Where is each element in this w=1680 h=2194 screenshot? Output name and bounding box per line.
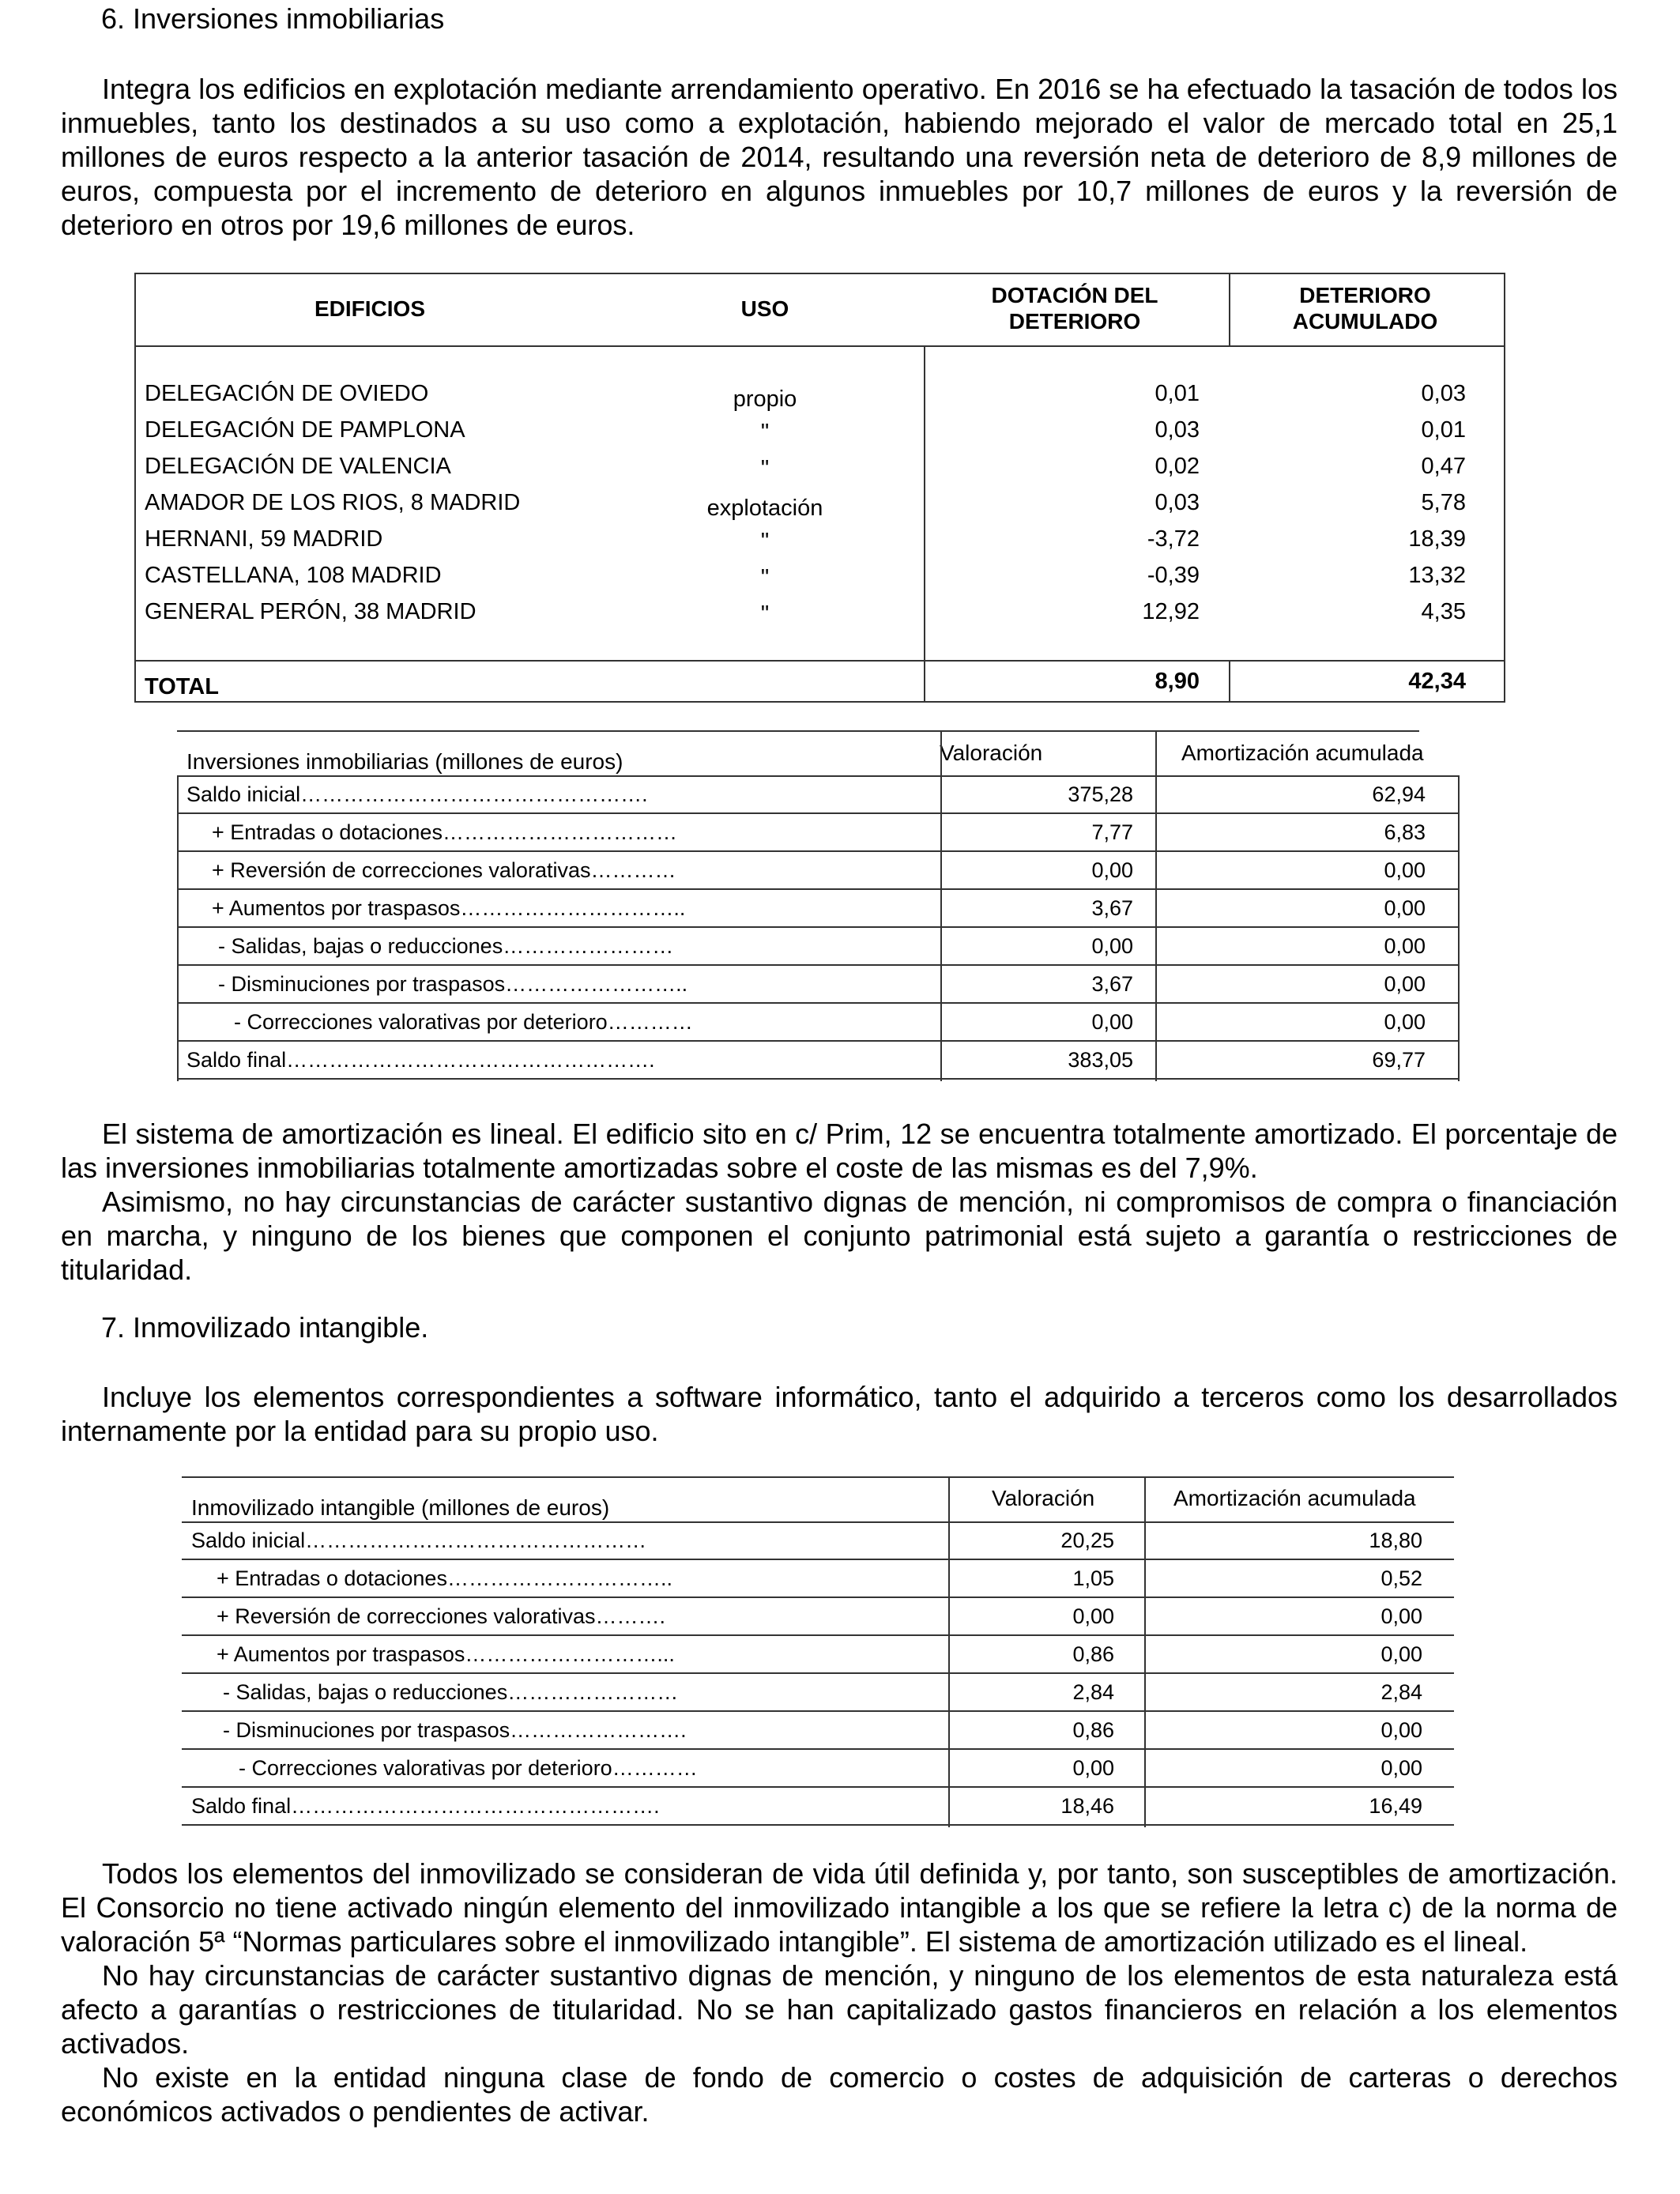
building-uso: explotación (706, 496, 823, 521)
table-row (177, 1042, 1459, 1080)
col-valoracion: Valoración (992, 1486, 1095, 1510)
row-valoracion: 383,05 (1068, 1048, 1133, 1072)
building-name: HERNANI, 59 MADRID (145, 526, 383, 552)
building-dotacion: -3,72 (1147, 526, 1200, 552)
row-amortizacion: 0,00 (1384, 858, 1426, 882)
table-row (177, 776, 1459, 814)
row-valoracion: 7,77 (1091, 820, 1133, 844)
row-valoracion: 0,00 (1072, 1756, 1114, 1780)
row-valoracion: 18,46 (1060, 1794, 1114, 1818)
building-dotacion: 0,03 (1155, 417, 1200, 443)
header-dotacion-line2: DETERIORO (1008, 309, 1141, 334)
total-dotacion: 8,90 (1155, 669, 1200, 694)
header-deterioro-line1: DETERIORO (1299, 283, 1431, 307)
row-label: + Reversión de correcciones valorativas………. (217, 1604, 665, 1628)
row-amortizacion: 6,83 (1384, 820, 1426, 844)
row-valoracion: 375,28 (1068, 782, 1133, 806)
table-row (182, 1598, 1454, 1636)
goodwill-paragraph: No existe en la entidad ninguna clase de fondo de comercio o costes de adquisición de carteras o derechos económicos activados o pendientes de activar. (61, 2061, 1618, 2128)
circumstances-paragraph: No hay circunstancias de carácter sustantivo dignas de mención, y ninguno de los elementos de esta naturaleza está afecto a garantías o restricciones de titularidad. No se han capitalizado gastos financieros en relación a los elementos activados. (61, 1959, 1618, 2060)
row-label: - Correcciones valorativas por deterioro………… (239, 1756, 698, 1780)
row-label: - Disminuciones por traspasos…………………….. (218, 972, 688, 996)
table-row (182, 1674, 1454, 1712)
building-acumulado: 0,01 (1421, 417, 1466, 443)
building-acumulado: 5,78 (1421, 490, 1466, 515)
section-6-closing (61, 1117, 1618, 1287)
header-edificios: EDIFICIOS (314, 296, 425, 321)
row-amortizacion: 2,84 (1381, 1680, 1422, 1704)
row-amortizacion: 69,77 (1372, 1048, 1426, 1072)
building-name: CASTELLANA, 108 MADRID (145, 563, 442, 588)
building-uso: " (760, 601, 770, 627)
col-amortizacion: Amortización acumulada (1181, 741, 1424, 765)
building-uso: " (760, 529, 770, 554)
building-acumulado: 0,47 (1421, 454, 1466, 479)
row-amortizacion: 0,00 (1381, 1604, 1422, 1628)
section-6-intro: Integra los edificios en explotación mediante arrendamiento operativo. En 2016 se ha efectuado la tasación de todos los inmuebles, tanto los destinados a su uso como a explotación, habiendo mejorado el valor de mercado total en 25,1 millones de euros respecto a la anterior tasación de 2014, resultando una reversión neta de deterioro de 8,9 millones de euros, compuesta por el incremento de deterioro en algunos inmuebles por 10,7 millones de euros y la reversión de deterioro en otros por 19,6 millones de euros. (61, 73, 1618, 241)
table-row (177, 1004, 1459, 1042)
table-title: Inmovilizado intangible (millones de euros) (191, 1495, 610, 1520)
table-title: Inversiones inmobiliarias (millones de euros) (186, 749, 623, 774)
table-row (182, 1560, 1454, 1598)
row-label: - Disminuciones por traspasos……………………. (223, 1718, 687, 1742)
building-dotacion: -0,39 (1147, 563, 1200, 588)
row-amortizacion: 62,94 (1372, 782, 1426, 806)
table-row (182, 1712, 1454, 1750)
building-name: DELEGACIÓN DE PAMPLONA (145, 417, 465, 443)
building-acumulado: 18,39 (1408, 526, 1466, 552)
table-row (177, 966, 1459, 1004)
building-uso: propio (733, 386, 797, 412)
row-valoracion: 0,00 (1091, 858, 1133, 882)
row-valoracion: 3,67 (1091, 896, 1133, 920)
row-valoracion: 20,25 (1060, 1529, 1114, 1552)
row-label: + Aumentos por traspasos………………………….. (212, 896, 686, 920)
row-label: + Aumentos por traspasos………………………... (217, 1642, 675, 1666)
row-valoracion: 3,67 (1091, 972, 1133, 996)
row-amortizacion: 0,00 (1384, 934, 1426, 958)
header-deterioro-line2: ACUMULADO (1292, 309, 1438, 334)
building-uso: " (760, 420, 770, 445)
row-valoracion: 0,86 (1072, 1642, 1114, 1666)
table-row (177, 814, 1459, 852)
row-label: Saldo final……………………………………………. (186, 1048, 655, 1072)
row-amortizacion: 0,00 (1381, 1718, 1422, 1742)
section-7-heading: 7. Inmovilizado intangible. (101, 1311, 429, 1344)
row-valoracion: 0,00 (1091, 934, 1133, 958)
building-dotacion: 12,92 (1142, 599, 1200, 624)
table-row (177, 852, 1459, 890)
building-acumulado: 0,03 (1421, 381, 1466, 406)
row-label: Saldo final……………………………………………. (191, 1794, 660, 1818)
table-row (182, 1522, 1454, 1560)
row-valoracion: 2,84 (1072, 1680, 1114, 1704)
building-acumulado: 13,32 (1408, 563, 1466, 588)
building-dotacion: 0,03 (1155, 490, 1200, 515)
row-label: + Entradas o dotaciones…………………………… (212, 820, 677, 844)
building-uso: " (760, 565, 770, 590)
row-valoracion: 0,00 (1091, 1010, 1133, 1034)
section-6-heading: 6. Inversiones inmobiliarias (101, 2, 445, 35)
useful-life-paragraph: Todos los elementos del inmovilizado se consideran de vida útil definida y, por tanto, son susceptibles de amortización. El Consorcio no tiene activado ningún elemento del inmovilizado intangible a los que se refiere la letra c) de la norma de valoración 5ª “Normas particulares sobre el inmovilizado intangible”. El sistema de amortización utilizado es el lineal. (61, 1857, 1618, 1958)
row-valoracion: 1,05 (1072, 1566, 1114, 1590)
row-amortizacion: 0,00 (1384, 1010, 1426, 1034)
row-amortizacion: 18,80 (1369, 1529, 1422, 1552)
building-name: GENERAL PERÓN, 38 MADRID (145, 599, 477, 624)
row-label: - Salidas, bajas o reducciones…………………… (218, 934, 674, 958)
row-valoracion: 0,86 (1072, 1718, 1114, 1742)
amortization-paragraph: El sistema de amortización es lineal. El edificio sito en c/ Prim, 12 se encuentra totalmente amortizado. El porcentaje de las inversiones inmobiliarias totalmente amortizadas sobre el coste de las mismas es del 7,9%. (61, 1118, 1618, 1184)
total-label: TOTAL (145, 674, 219, 699)
building-name: AMADOR DE LOS RIOS, 8 MADRID (145, 490, 521, 515)
table-row (182, 1750, 1454, 1788)
total-acumulado: 42,34 (1408, 669, 1466, 694)
building-dotacion: 0,02 (1155, 454, 1200, 479)
table-row (177, 890, 1459, 928)
row-amortizacion: 0,00 (1384, 972, 1426, 996)
row-label: Saldo inicial………………………………………… (191, 1529, 647, 1552)
building-dotacion: 0,01 (1155, 381, 1200, 406)
table-row (182, 1788, 1454, 1826)
col-amortizacion: Amortización acumulada (1173, 1486, 1416, 1510)
row-valoracion: 0,00 (1072, 1604, 1114, 1628)
row-label: + Entradas o dotaciones………………………….. (217, 1566, 672, 1590)
row-amortizacion: 16,49 (1369, 1794, 1422, 1818)
building-name: DELEGACIÓN DE OVIEDO (145, 381, 429, 406)
row-label: Saldo inicial…………………………………………. (186, 782, 648, 806)
header-deterioro (1241, 282, 1490, 334)
circumstances-paragraph: Asimismo, no hay circunstancias de carácter sustantivo dignas de mención, ni compromisos de compra o financiación en marcha, y ninguno de los bienes que componen el conjunto patrimonial está sujeto a garantía o restricciones de titularidad. (61, 1186, 1618, 1286)
row-amortizacion: 0,52 (1381, 1566, 1422, 1590)
row-amortizacion: 0,00 (1381, 1756, 1422, 1780)
header-uso: USO (740, 296, 789, 321)
table-row (177, 928, 1459, 966)
row-amortizacion: 0,00 (1381, 1642, 1422, 1666)
row-label: + Reversión de correcciones valorativas………… (212, 858, 676, 882)
row-label: - Salidas, bajas o reducciones…………………… (223, 1680, 679, 1704)
building-acumulado: 4,35 (1421, 599, 1466, 624)
building-name: DELEGACIÓN DE VALENCIA (145, 454, 451, 479)
section-7-intro: Incluye los elementos correspondientes a software informático, tanto el adquirido a terceros como los desarrollados internamente por la entidad para su propio uso. (61, 1381, 1618, 1447)
header-dotacion (940, 282, 1209, 334)
header-dotacion-line1: DOTACIÓN DEL (991, 283, 1158, 307)
section-7-closing (61, 1857, 1618, 2128)
row-label: - Correcciones valorativas por deterioro………… (234, 1010, 693, 1034)
table-row (182, 1636, 1454, 1674)
building-uso: " (760, 456, 770, 481)
row-amortizacion: 0,00 (1384, 896, 1426, 920)
col-valoracion: Valoración (940, 741, 1043, 765)
